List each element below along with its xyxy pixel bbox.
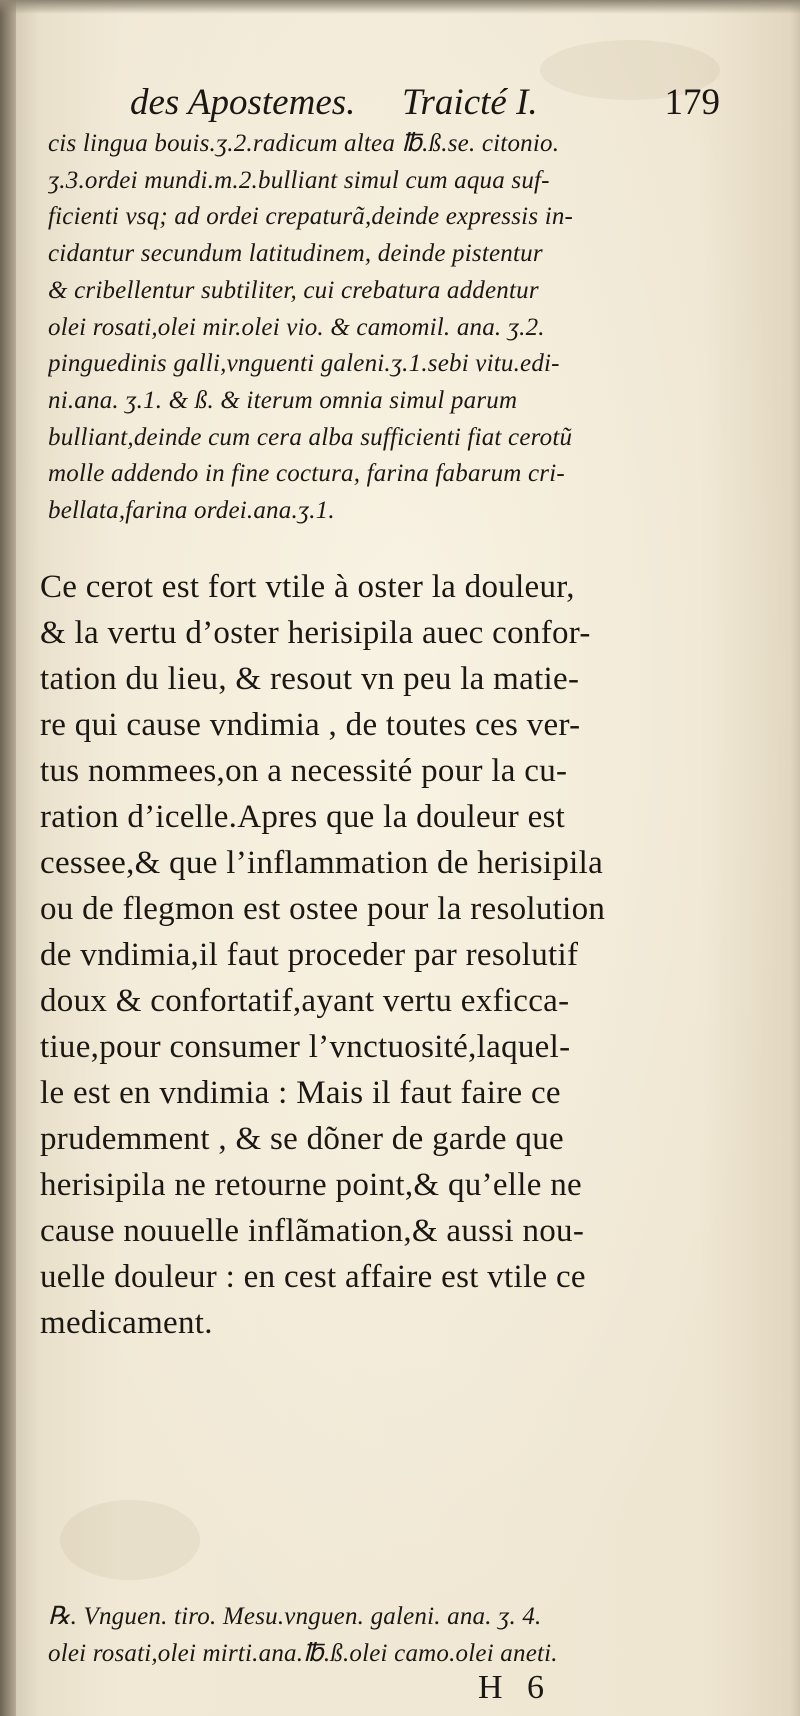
recipe-line: ʒ.3.ordei mundi.m.2.bulliant simul cum aqua suf- (48, 166, 550, 194)
recipe-line: ni.ana. ʒ.1. & ß. & iterum omnia simul parum (48, 386, 518, 414)
body-line: herisipila ne retourne point,& qu’elle ne (40, 1167, 582, 1203)
running-head-section: des Apostemes. (130, 82, 356, 123)
recipe-bottom (48, 1599, 758, 1672)
page-top-edge (0, 0, 800, 14)
body-line: uelle douleur : en cest affaire est vtile ce (40, 1259, 586, 1295)
body-line: cause nouuelle inflãmation,& aussi nou- (40, 1213, 585, 1249)
body-line: doux & confortatif,ayant vertu exficca- (40, 983, 570, 1019)
recipe-line: bulliant,deinde cum cera alba sufficienti fiat cerotũ (48, 423, 573, 451)
paper-stain (60, 1500, 200, 1580)
body-line: re qui cause vndimia , de toutes ces ver- (40, 707, 581, 743)
body-line: le est en vndimia : Mais il faut faire ce (40, 1075, 561, 1111)
recipe-line: olei rosati,olei mirti.ana.℔.ß.olei camo.olei aneti. (48, 1639, 558, 1667)
body-line: medicament. (40, 1305, 213, 1341)
body-line: prudemment , & se dõner de garde que (40, 1121, 564, 1157)
body-line: cessee,& que l’inflammation de herisipila (40, 845, 604, 881)
body-line: Ce cerot est fort vtile à oster la douleur, (40, 569, 575, 605)
recipe-line: cidantur secundum latitudinem, deinde pistentur (48, 240, 543, 268)
recipe-top (48, 126, 758, 530)
page-number: 179 (664, 82, 720, 123)
body-line: tation du lieu, & resout vn peu la matie- (40, 661, 580, 697)
recipe-line: pinguedinis galli,vnguenti galeni.ʒ.1.sebi vitu.edi- (48, 350, 560, 378)
recipe-line: bellata,farina ordei.ana.ʒ.1. (48, 497, 335, 525)
running-head (130, 78, 730, 128)
recipe-line: cis lingua bouis.ʒ.2.radicum altea ℔.ß.se. citonio. (48, 130, 560, 157)
body-paragraph (40, 564, 752, 1346)
recipe-line: olei rosati,olei mir.olei vio. & camomil. ana. ʒ.2. (48, 313, 545, 341)
body-line: tiue,pour consumer l’vnctuosité,laquel- (40, 1029, 571, 1065)
recipe-line: molle addendo in fine coctura, farina fabarum cri- (48, 460, 565, 488)
recipe-line: & cribellentur subtiliter, cui crebatura addentur (48, 276, 539, 304)
book-binding-shadow (0, 0, 16, 1716)
body-line: & la vertu d’oster herisipila auec confor- (40, 615, 591, 651)
recipe-line: ficienti vsq; ad ordei crepaturã,deinde expressis in- (48, 203, 574, 231)
running-head-treatise: Traicté I. (402, 82, 538, 123)
recipe-line: ℞. Vnguen. tiro. Mesu.vnguen. galeni. ana. ʒ. 4. (48, 1603, 542, 1630)
body-line: ou de flegmon est ostee pour la resolution (40, 891, 606, 927)
body-line: tus nommees,on a necessité pour la cu- (40, 753, 568, 789)
signature-mark: H 6 (478, 1669, 553, 1706)
body-line: ration d’icelle.Apres que la douleur est (40, 799, 566, 835)
body-line: de vndimia,il faut proceder par resolutif (40, 937, 579, 973)
